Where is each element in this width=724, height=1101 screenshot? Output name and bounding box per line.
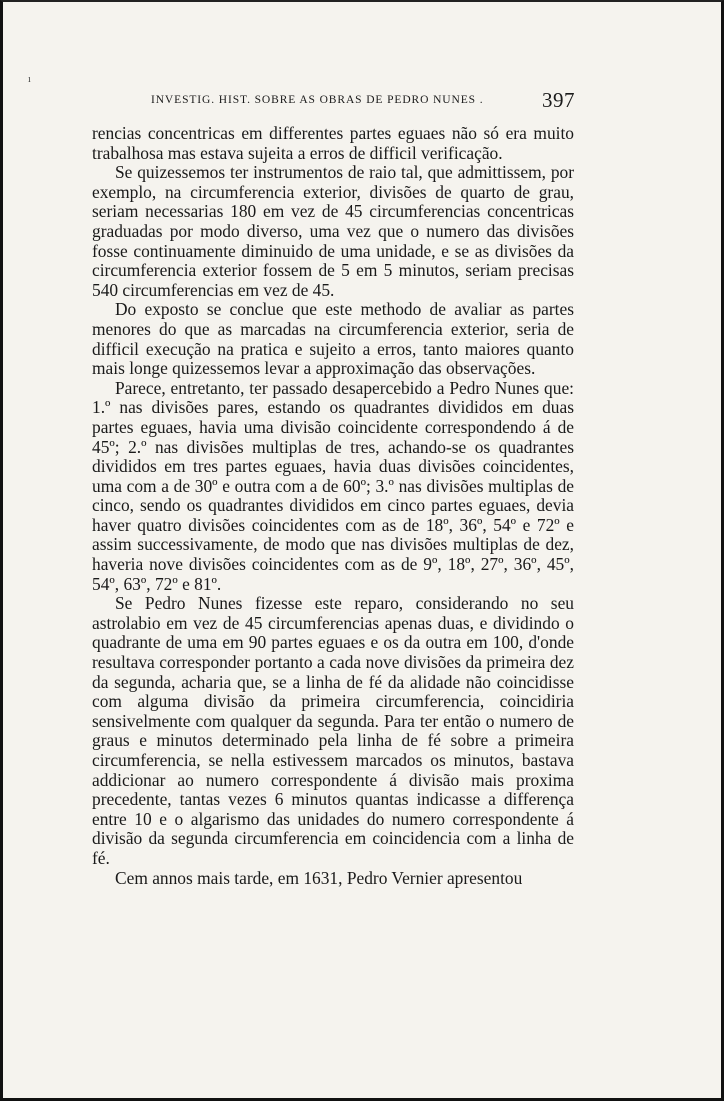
paragraph: Parece, entretanto, ter passado desapercebido a Pedro Nunes que: 1.º nas divisões pares, estando os quadrantes divididos em duas partes eguaes, havia uma divisão coincidente correspondendo á de 45º; 2.º nas divisões multiplas de tres, achando-se os quadrantes divididos em tres partes eguaes, havia duas divisões coincidentes, uma com a de 30º e outra com a de 60º; 3.º nas divisões multiplas de cinco, sendo os quadrantes divididos em cinco partes eguaes, devia haver quatro divisões coincidentes com as de 18º, 36º, 54º e 72º e assim successivamente, de modo que nas divisões multiplas de dez, haveria nove divisões coincidentes com as de 9º, 18º, 27º, 36º, 45º, 54º, 63º, 72º e 81º. [92,377,574,594]
paragraph: Cem annos mais tarde, em 1631, Pedro Vernier apresentou [115,867,523,888]
margin-tick: ı [28,74,31,85]
paragraph: rencias concentricas em differentes partes eguaes não só era muito trabalhosa mas estava sujeita a erros de difficil verificação. [92,123,574,163]
paragraph: Se quizessemos ter instrumentos de raio tal, que admittissem, por exemplo, na circumferencia exterior, divisões de quarto de grau, seriam necessarias 180 em vez de 45 circumferencias concentricas graduadas por modo diverso, uma vez que o numero das divisões fosse continuamente diminuido de uma unidade, e se as divisões da circumferencia exterior fossem de 5 em 5 minutos, seriam precisas 540 circumferencias em vez de 45. [92,162,574,300]
running-title: INVESTIG. HIST. SOBRE AS OBRAS DE PEDRO NUNES . [151,94,484,106]
paragraph: Se Pedro Nunes fizesse este reparo, considerando no seu astrolabio em vez de 45 circumferencias apenas duas, e dividindo o quadrante de uma em 90 partes eguaes e os da outra em 100, d'onde resultava corresponder portanto a cada nove divisões da primeira dez da segunda, acharia que, se a linha de fé da alidade não coincidisse com alguma divisão da primeira circumferencia, coincidiria sensivelmente com qualquer da segunda. Para ter então o numero de graus e minutos determinado pela linha de fé sobre a primeira circumferencia, se nella estivessem marcados os minutos, bastava addicionar ao numero correspondente á divisão mais proxima precedente, tantas vezes 6 minutos quantas indicasse a differença entre 10 e o algarismo das unidades do numero correspondente á divisão da segunda circumferencia em coincidencia com a linha de fé. [92,593,574,868]
paragraph: Do exposto se conclue que este methodo de avaliar as partes menores do que as marcadas na circumferencia exterior, seria de difficil execução na pratica e sujeito a erros, tanto maiores quanto mais longe quizessemos levar a approximação das observações. [92,299,574,379]
body-text [92,124,574,888]
page-number: 397 [542,88,575,112]
page-header [151,88,575,114]
